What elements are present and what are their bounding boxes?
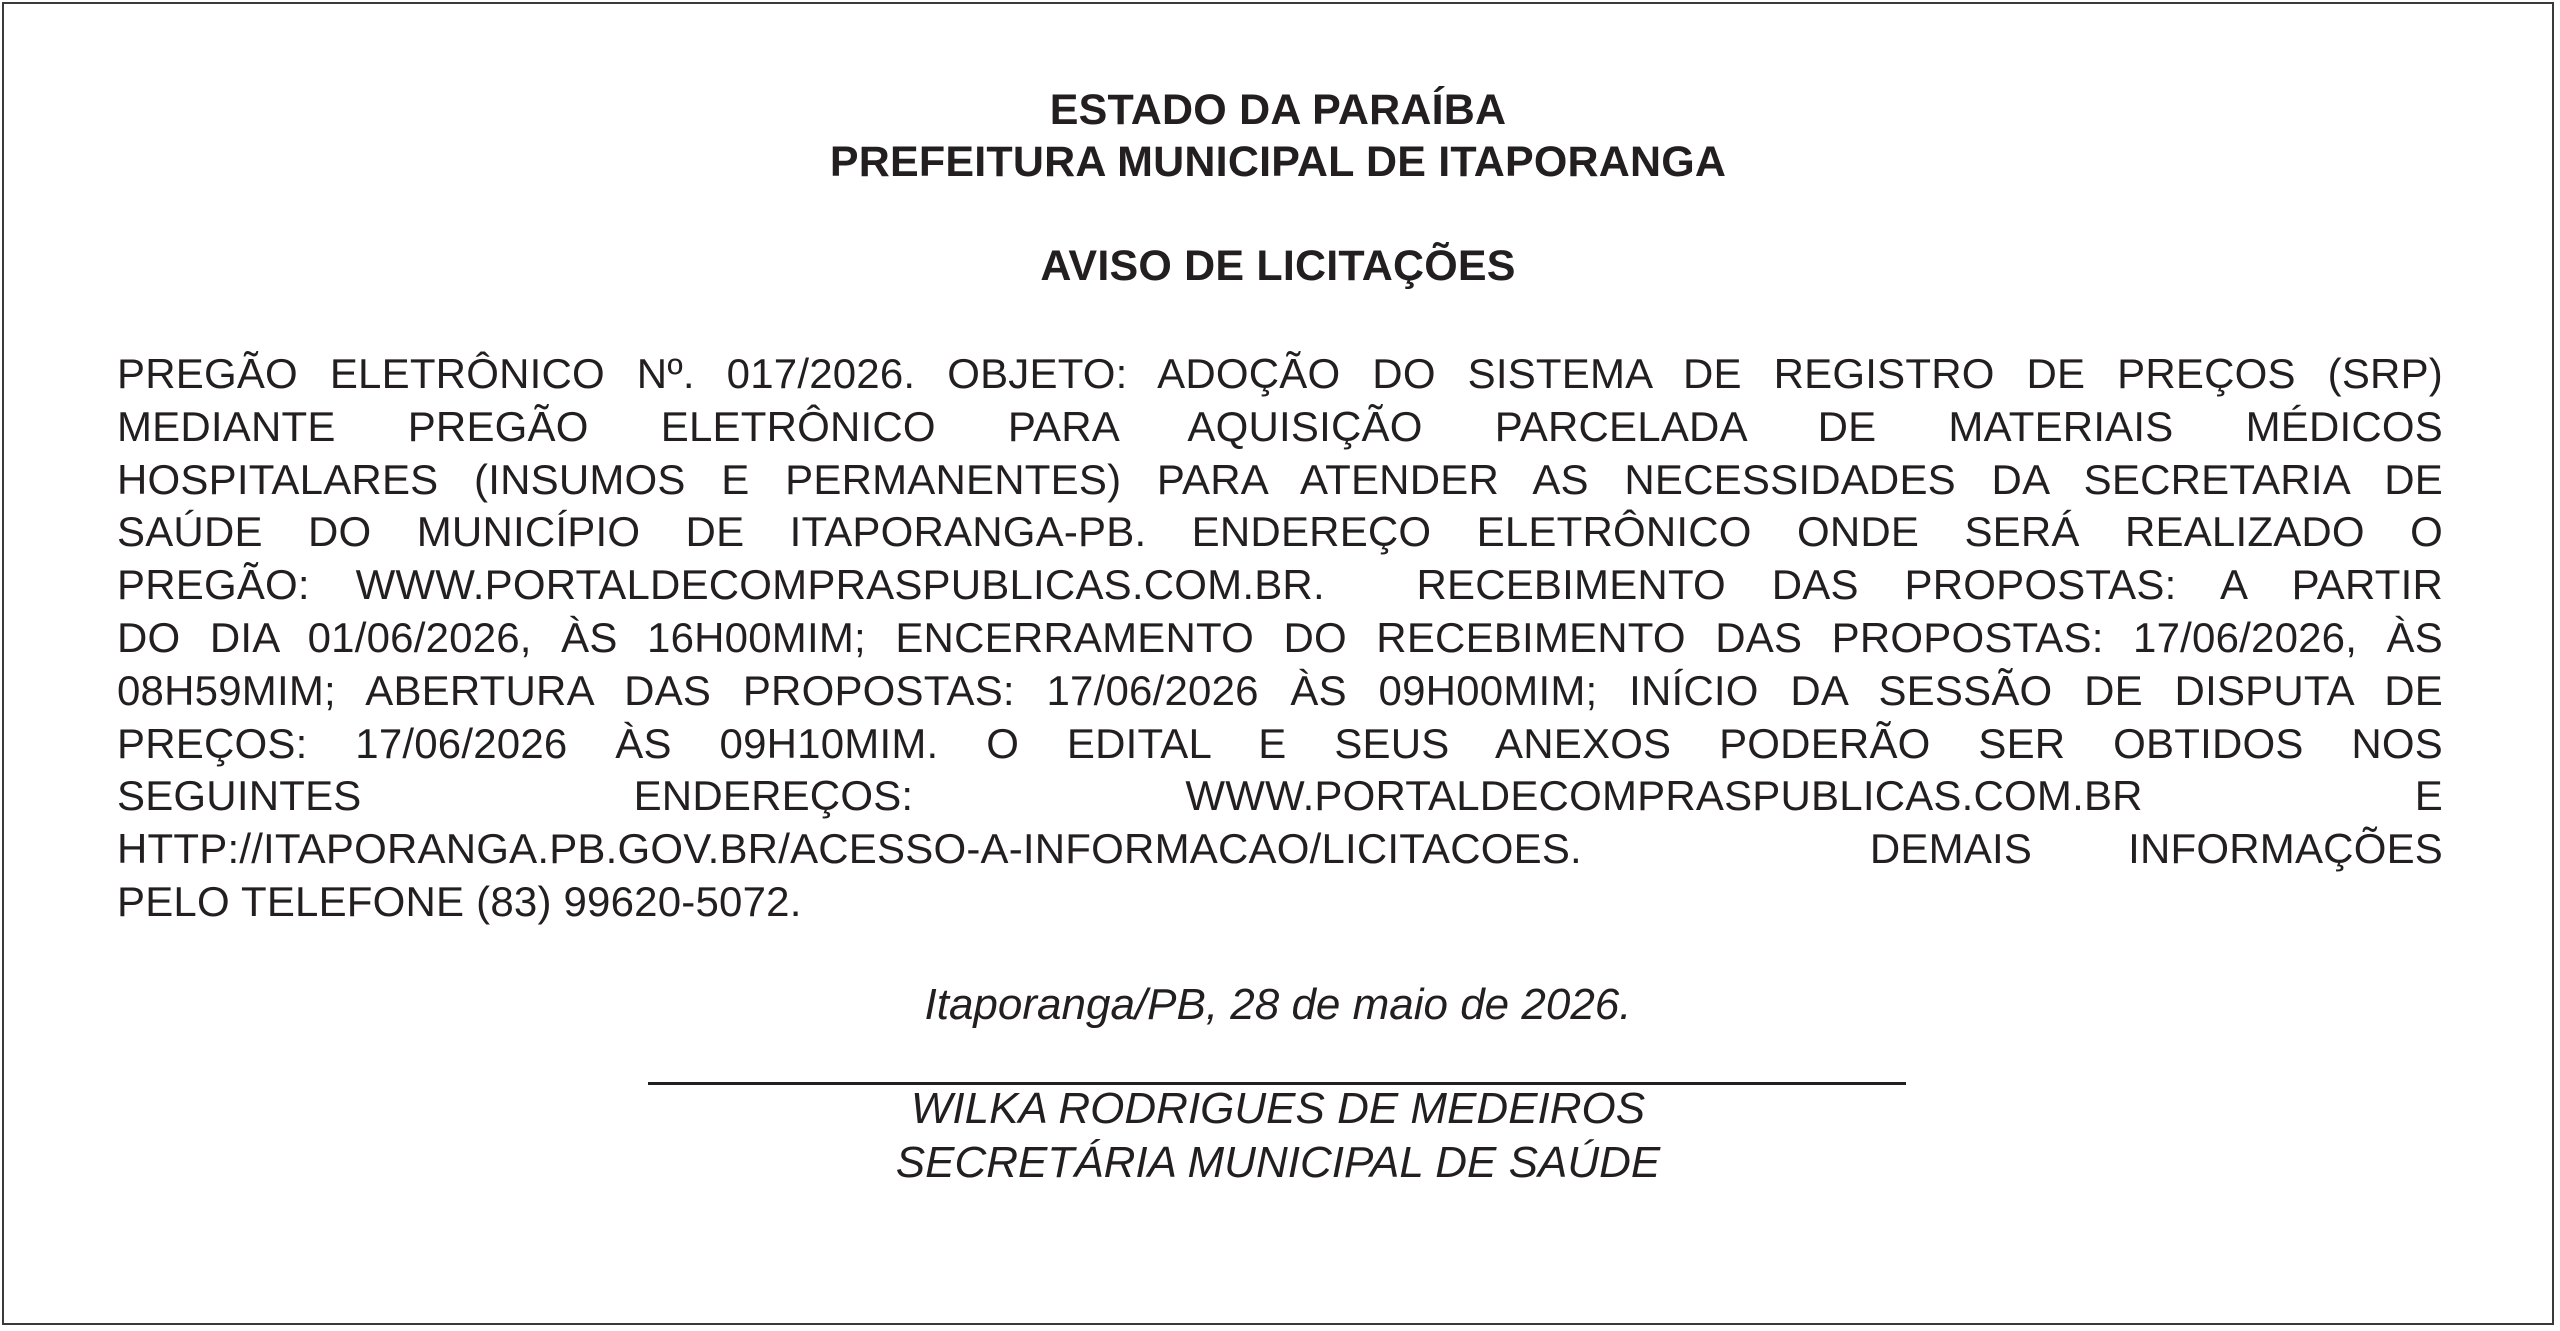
signer-name: WILKA RODRIGUES DE MEDEIROS bbox=[910, 1084, 1646, 1133]
body-line: PREGÃO ELETRÔNICO Nº. 017/2026. OBJETO: ADOÇÃO DO SISTEMA DE REGISTRO DE PREÇOS (SRP) bbox=[117, 350, 2443, 397]
body-line: 08H59MIM; ABERTURA DAS PROPOSTAS: 17/06/2026 ÀS 09H00MIM; INÍCIO DA SESSÃO DE DISPUTA DE bbox=[117, 666, 2443, 714]
body-line: DO DIA 01/06/2026, ÀS 16H00MIM; ENCERRAMENTO DO RECEBIMENTO DAS PROPOSTAS: 17/06/2026, ÀS bbox=[117, 613, 2443, 661]
body-line: MEDIANTE PREGÃO ELETRÔNICO PARA AQUISIÇÃO PARCELADA DE MATERIAIS MÉDICOS bbox=[117, 402, 2443, 450]
notice-title: AVISO DE LICITAÇÕES bbox=[1040, 242, 1516, 290]
signer-role: SECRETÁRIA MUNICIPAL DE SAÚDE bbox=[895, 1138, 1661, 1187]
place-date: Itaporanga/PB, 28 de maio de 2026. bbox=[924, 980, 1632, 1029]
body-line: HOSPITALARES (INSUMOS E PERMANENTES) PARA ATENDER AS NECESSIDADES DA SECRETARIA DE bbox=[117, 455, 2443, 503]
body-line: HTTP://ITAPORANGA.PB.GOV.BR/ACESSO-A-INFORMACAO/LICITACOES. DEMAIS INFORMAÇÕES bbox=[117, 825, 2443, 873]
body-line: SEGUINTES ENDEREÇOS: WWW.PORTALDECOMPRASPUBLICAS.COM.BR E bbox=[117, 772, 2443, 820]
body-line: PELO TELEFONE (83) 99620-5072. bbox=[117, 877, 802, 925]
notice-body bbox=[117, 348, 2443, 929]
body-line: PREGÃO: WWW.PORTALDECOMPRASPUBLICAS.COM.BR. RECEBIMENTO DAS PROPOSTAS: A PARTIR bbox=[117, 561, 2443, 609]
body-line: PREÇOS: 17/06/2026 ÀS 09H10MIM. O EDITAL E SEUS ANEXOS PODERÃO SER OBTIDOS NOS bbox=[117, 719, 2443, 767]
municipality-heading: PREFEITURA MUNICIPAL DE ITAPORANGA bbox=[829, 138, 1727, 186]
state-heading: ESTADO DA PARAÍBA bbox=[1049, 86, 1507, 134]
body-line: SAÚDE DO MUNICÍPIO DE ITAPORANGA-PB. ENDEREÇO ELETRÔNICO ONDE SERÁ REALIZADO O bbox=[117, 508, 2443, 556]
